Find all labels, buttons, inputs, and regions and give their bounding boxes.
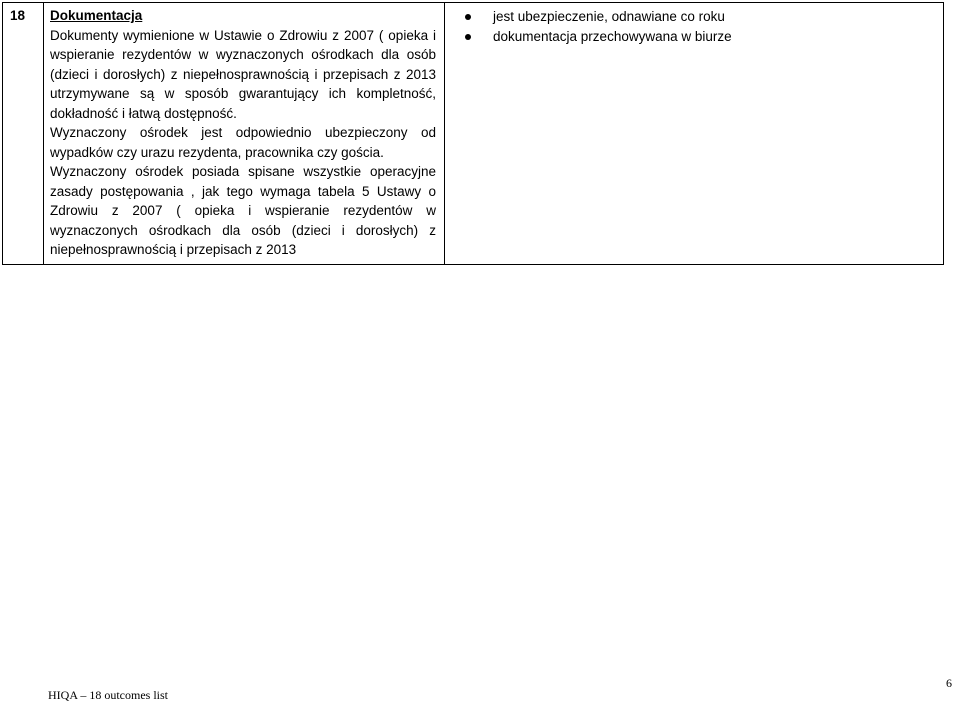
evidence-item-insurance: jest ubezpieczenie, odnawiane co roku (493, 9, 725, 24)
footer-title: HIQA – 18 outcomes list (48, 688, 168, 702)
row-number-cell (3, 3, 44, 265)
row-number: 18 (10, 8, 26, 23)
standard-cell (44, 3, 445, 265)
paragraph-procedures: Wyznaczony ośrodek posiada spisane wszystkie operacyjne zasady postępowania , jak tego wymaga tabela 5 Ustawy o Zdrowiu z 2007 ( opiekа i wspieranie rezydentów w wyznaczonych ośrodkach dla osób (dzieci i dorosłych) z niepełnosprawnością i przepisach z 2013 (50, 164, 436, 257)
paragraph-documents: Dokumenty wymienione w Ustawie o Zdrowiu z 2007 ( opieka i wspieranie rezydentów w wyznaczonych ośrodkach dla osób (dzieci i dorosłych) z niepełnosprawnością i przepisach z 2013 utrzymywane są w sposób gwarantujący ich kompletność, dokładność i łatwą dostępność. (50, 27, 436, 121)
section-heading: Dokumentacja (50, 8, 143, 23)
page-number: 6 (946, 676, 952, 690)
bullet-icon (465, 14, 471, 20)
list-item (465, 7, 937, 27)
outcomes-table (2, 2, 944, 265)
bullet-icon (465, 34, 471, 40)
evidence-cell (445, 3, 944, 265)
evidence-list (445, 3, 943, 46)
paragraph-insurance: Wyznaczony ośrodek jest odpowiednio ubezpieczony od wypadków czy urazu rezydenta, pracownika czy gościa. (50, 125, 436, 160)
evidence-item-office: dokumentacja przechowywana w biurze (493, 28, 732, 44)
list-item (465, 27, 937, 47)
table-row (3, 3, 944, 265)
